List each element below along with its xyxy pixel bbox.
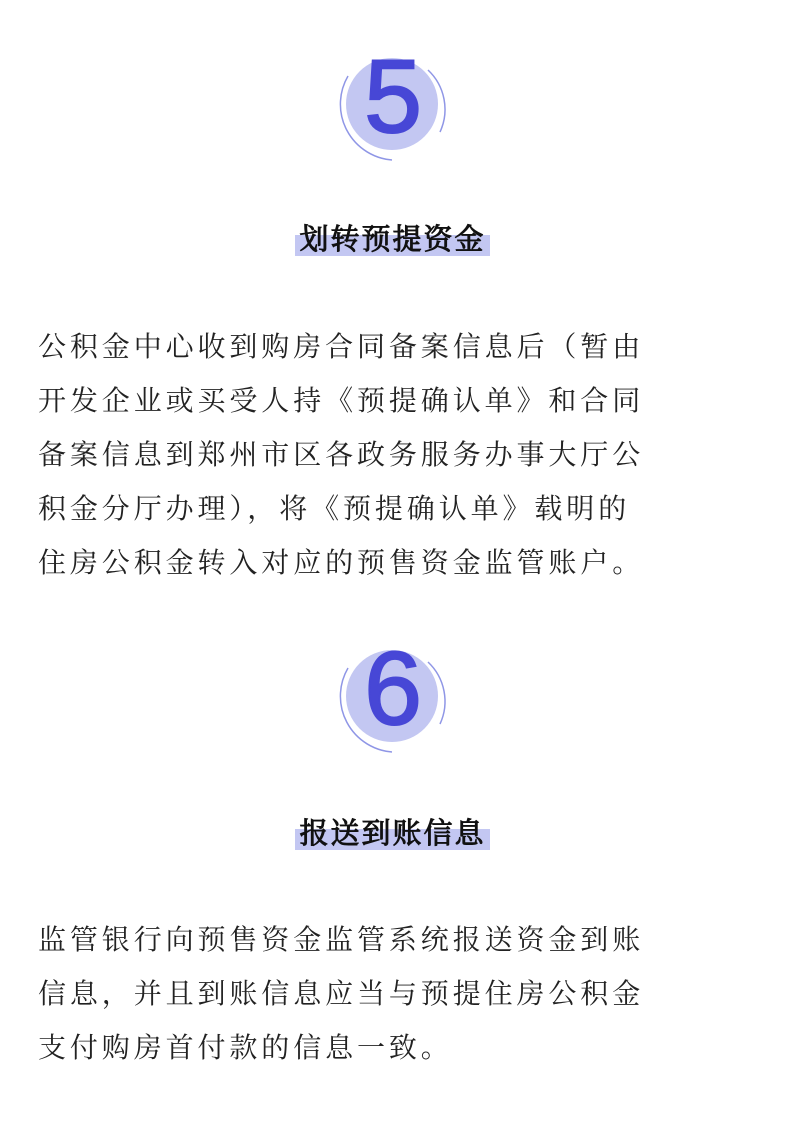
step-title-text: 划转预提资金 — [295, 222, 489, 256]
step-title-text: 报送到账信息 — [295, 816, 489, 850]
description-line: 信息，并且到账信息应当与预提住房公积金 — [38, 977, 645, 1010]
step-description — [38, 913, 710, 1075]
description-line: 支付购房首付款的信息一致。 — [38, 1031, 453, 1064]
step-number-badge — [328, 628, 458, 758]
step-number: 6 — [364, 631, 422, 747]
step-title — [0, 816, 785, 850]
step-description — [38, 320, 710, 590]
step-title — [0, 222, 785, 256]
description-line: 公积金中心收到购房合同备案信息后（暂由 — [38, 330, 645, 363]
description-line: 开发企业或买受人持《预提确认单》和合同 — [38, 384, 645, 417]
step-number: 5 — [364, 39, 422, 155]
description-line: 积金分厅办理），将《预提确认单》载明的 — [38, 492, 631, 525]
description-line: 住房公积金转入对应的预售资金监管账户。 — [38, 546, 645, 579]
description-line: 备案信息到郑州市区各政务服务办事大厅公 — [38, 438, 645, 471]
step-number-badge — [328, 36, 458, 166]
description-line: 监管银行向预售资金监管系统报送资金到账 — [38, 923, 645, 956]
